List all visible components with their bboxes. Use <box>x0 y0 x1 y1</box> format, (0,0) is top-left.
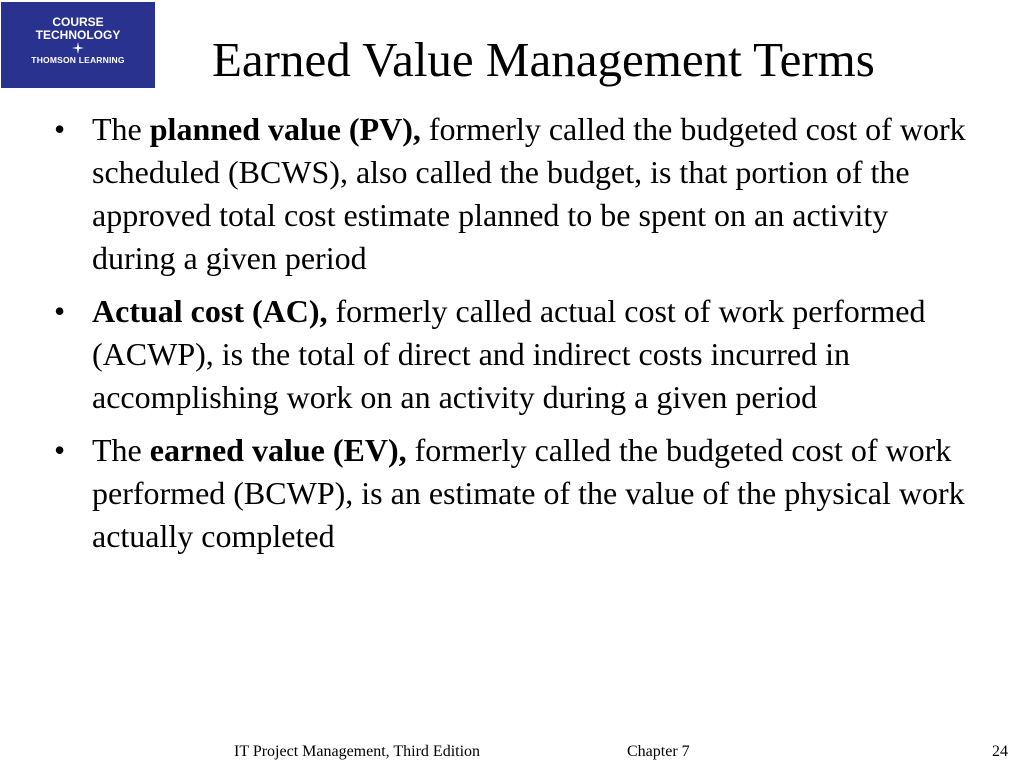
logo-star-icon <box>1 42 155 54</box>
footer-page-number: 24 <box>992 743 1008 760</box>
bullet-term: Actual cost (AC), <box>92 293 328 329</box>
bullet-item-earned-value <box>54 429 974 558</box>
bullet-item-actual-cost <box>54 290 974 419</box>
bullet-prefix: The <box>92 111 150 147</box>
bullet-text: formerly called the budgeted cost of work performed (BCWP), is an estimate of the value of the physical work actually completed <box>92 432 965 554</box>
bullet-prefix: The <box>92 432 150 468</box>
logo-line-course: COURSE <box>52 15 104 29</box>
footer-course-title: IT Project Management, Third Edition <box>234 743 481 760</box>
bullet-item-planned-value <box>54 108 974 280</box>
bullet-text: formerly called the budgeted cost of work scheduled (BCWS), also called the budget, is that portion of the approved total cost estimate planned to be spent on an activity during a given period <box>92 111 966 276</box>
bullet-list <box>54 108 974 568</box>
bullet-term: earned value (EV), <box>149 432 407 468</box>
bullet-dot-icon: • <box>54 111 66 147</box>
footer-chapter: Chapter 7 <box>627 743 690 760</box>
logo-line-technology: TECHNOLOGY <box>35 28 121 42</box>
logo-line-thomson-learning: THOMSON LEARNING <box>31 55 125 65</box>
bullet-term: planned value (PV), <box>149 111 421 147</box>
slide-title: Earned Value Management Terms <box>212 32 875 87</box>
course-technology-logo <box>1 2 155 88</box>
bullet-dot-icon: • <box>54 432 66 468</box>
bullet-text: formerly called actual cost of work performed (ACWP), is the total of direct and indirect costs incurred in accomplishing work on an activity during a given period <box>92 293 926 415</box>
bullet-dot-icon: • <box>54 293 66 329</box>
